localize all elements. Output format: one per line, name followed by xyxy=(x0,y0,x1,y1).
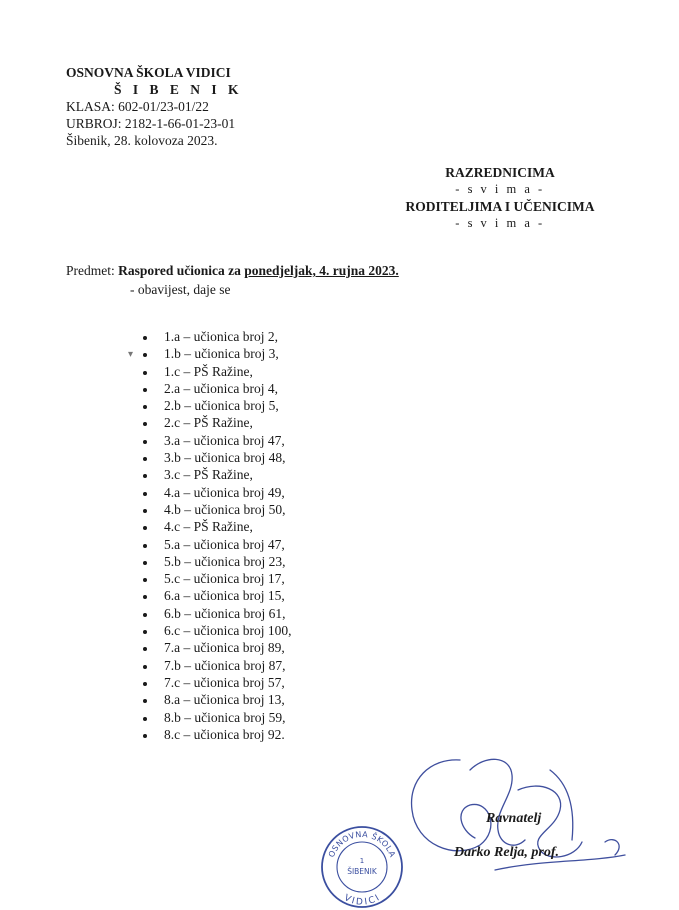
scan-speck: ▾ xyxy=(128,349,134,360)
recipient-parents-students-sub: - s v i m a - xyxy=(455,216,545,230)
list-item: • 5.b – učionica broj 23, xyxy=(157,553,291,570)
svg-text:VIDICI: VIDICI xyxy=(342,893,383,908)
list-item: • 4.b – učionica broj 50, xyxy=(157,501,291,518)
list-item: • 6.c – učionica broj 100, xyxy=(157,622,291,639)
list-item: • 2.c – PŠ Ražine, xyxy=(157,414,291,431)
list-item: • 7.b – učionica broj 87, xyxy=(157,657,291,674)
subject-note: - obavijest, daje se xyxy=(130,282,231,297)
list-item: • 7.c – učionica broj 57, xyxy=(157,674,291,691)
list-item: • 5.c – učionica broj 17, xyxy=(157,570,291,587)
signatory-role: Ravnatelj xyxy=(486,811,542,826)
classroom-list xyxy=(140,328,291,743)
signatory-name: Darko Relja, prof. xyxy=(454,845,559,860)
school-stamp xyxy=(320,825,404,909)
recipient-teachers-sub: - s v i m a - xyxy=(455,182,545,196)
list-item: • 6.b – učionica broj 61, xyxy=(157,605,291,622)
list-item: • 8.b – učionica broj 59, xyxy=(157,709,291,726)
list-item: • 5.a – učionica broj 47, xyxy=(157,536,291,553)
list-item: • 3.b – učionica broj 48, xyxy=(157,449,291,466)
list-item: • 3.a – učionica broj 47, xyxy=(157,432,291,449)
list-item: • 6.a – učionica broj 15, xyxy=(157,587,291,604)
klasa-line: KLASA: 602-01/23-01/22 xyxy=(66,99,209,114)
svg-text:ŠIBENIK: ŠIBENIK xyxy=(347,867,377,876)
svg-text:OSNOVNA ŠKOLA: OSNOVNA ŠKOLA xyxy=(326,829,398,859)
recipient-parents-students: RODITELJIMA I UČENICIMA xyxy=(405,199,595,214)
school-name: OSNOVNA ŠKOLA VIDICI xyxy=(66,65,231,80)
list-item: • 2.b – učionica broj 5, xyxy=(157,397,291,414)
list-item: • 1.c – PŠ Ražine, xyxy=(157,363,291,380)
list-item: • 4.c – PŠ Ražine, xyxy=(157,518,291,535)
letterhead xyxy=(66,64,243,149)
list-item: • 8.c – učionica broj 92. xyxy=(157,726,291,743)
subject-label: Predmet: xyxy=(66,263,115,278)
svg-text:1: 1 xyxy=(359,857,365,865)
place-date: Šibenik, 28. kolovoza 2023. xyxy=(66,133,218,148)
list-item: • 1.a – učionica broj 2, xyxy=(157,328,291,345)
list-item: • 1.b – učionica broj 3, xyxy=(157,345,291,362)
subject-line xyxy=(66,262,399,279)
urbroj-line: URBROJ: 2182-1-66-01-23-01 xyxy=(66,116,236,131)
list-item: • 7.a – učionica broj 89, xyxy=(157,639,291,656)
recipient-teachers: RAZREDNICIMA xyxy=(445,165,555,180)
subject-date: ponedjeljak, 4. rujna 2023. xyxy=(244,263,399,278)
subject-text: Raspored učionica za xyxy=(118,263,241,278)
recipients-block xyxy=(390,164,610,232)
school-city: Š I B E N I K xyxy=(114,82,243,97)
list-item: • 2.a – učionica broj 4, xyxy=(157,380,291,397)
list-item: • 4.a – učionica broj 49, xyxy=(157,484,291,501)
list-item: • 3.c – PŠ Ražine, xyxy=(157,466,291,483)
list-item: • 8.a – učionica broj 13, xyxy=(157,691,291,708)
